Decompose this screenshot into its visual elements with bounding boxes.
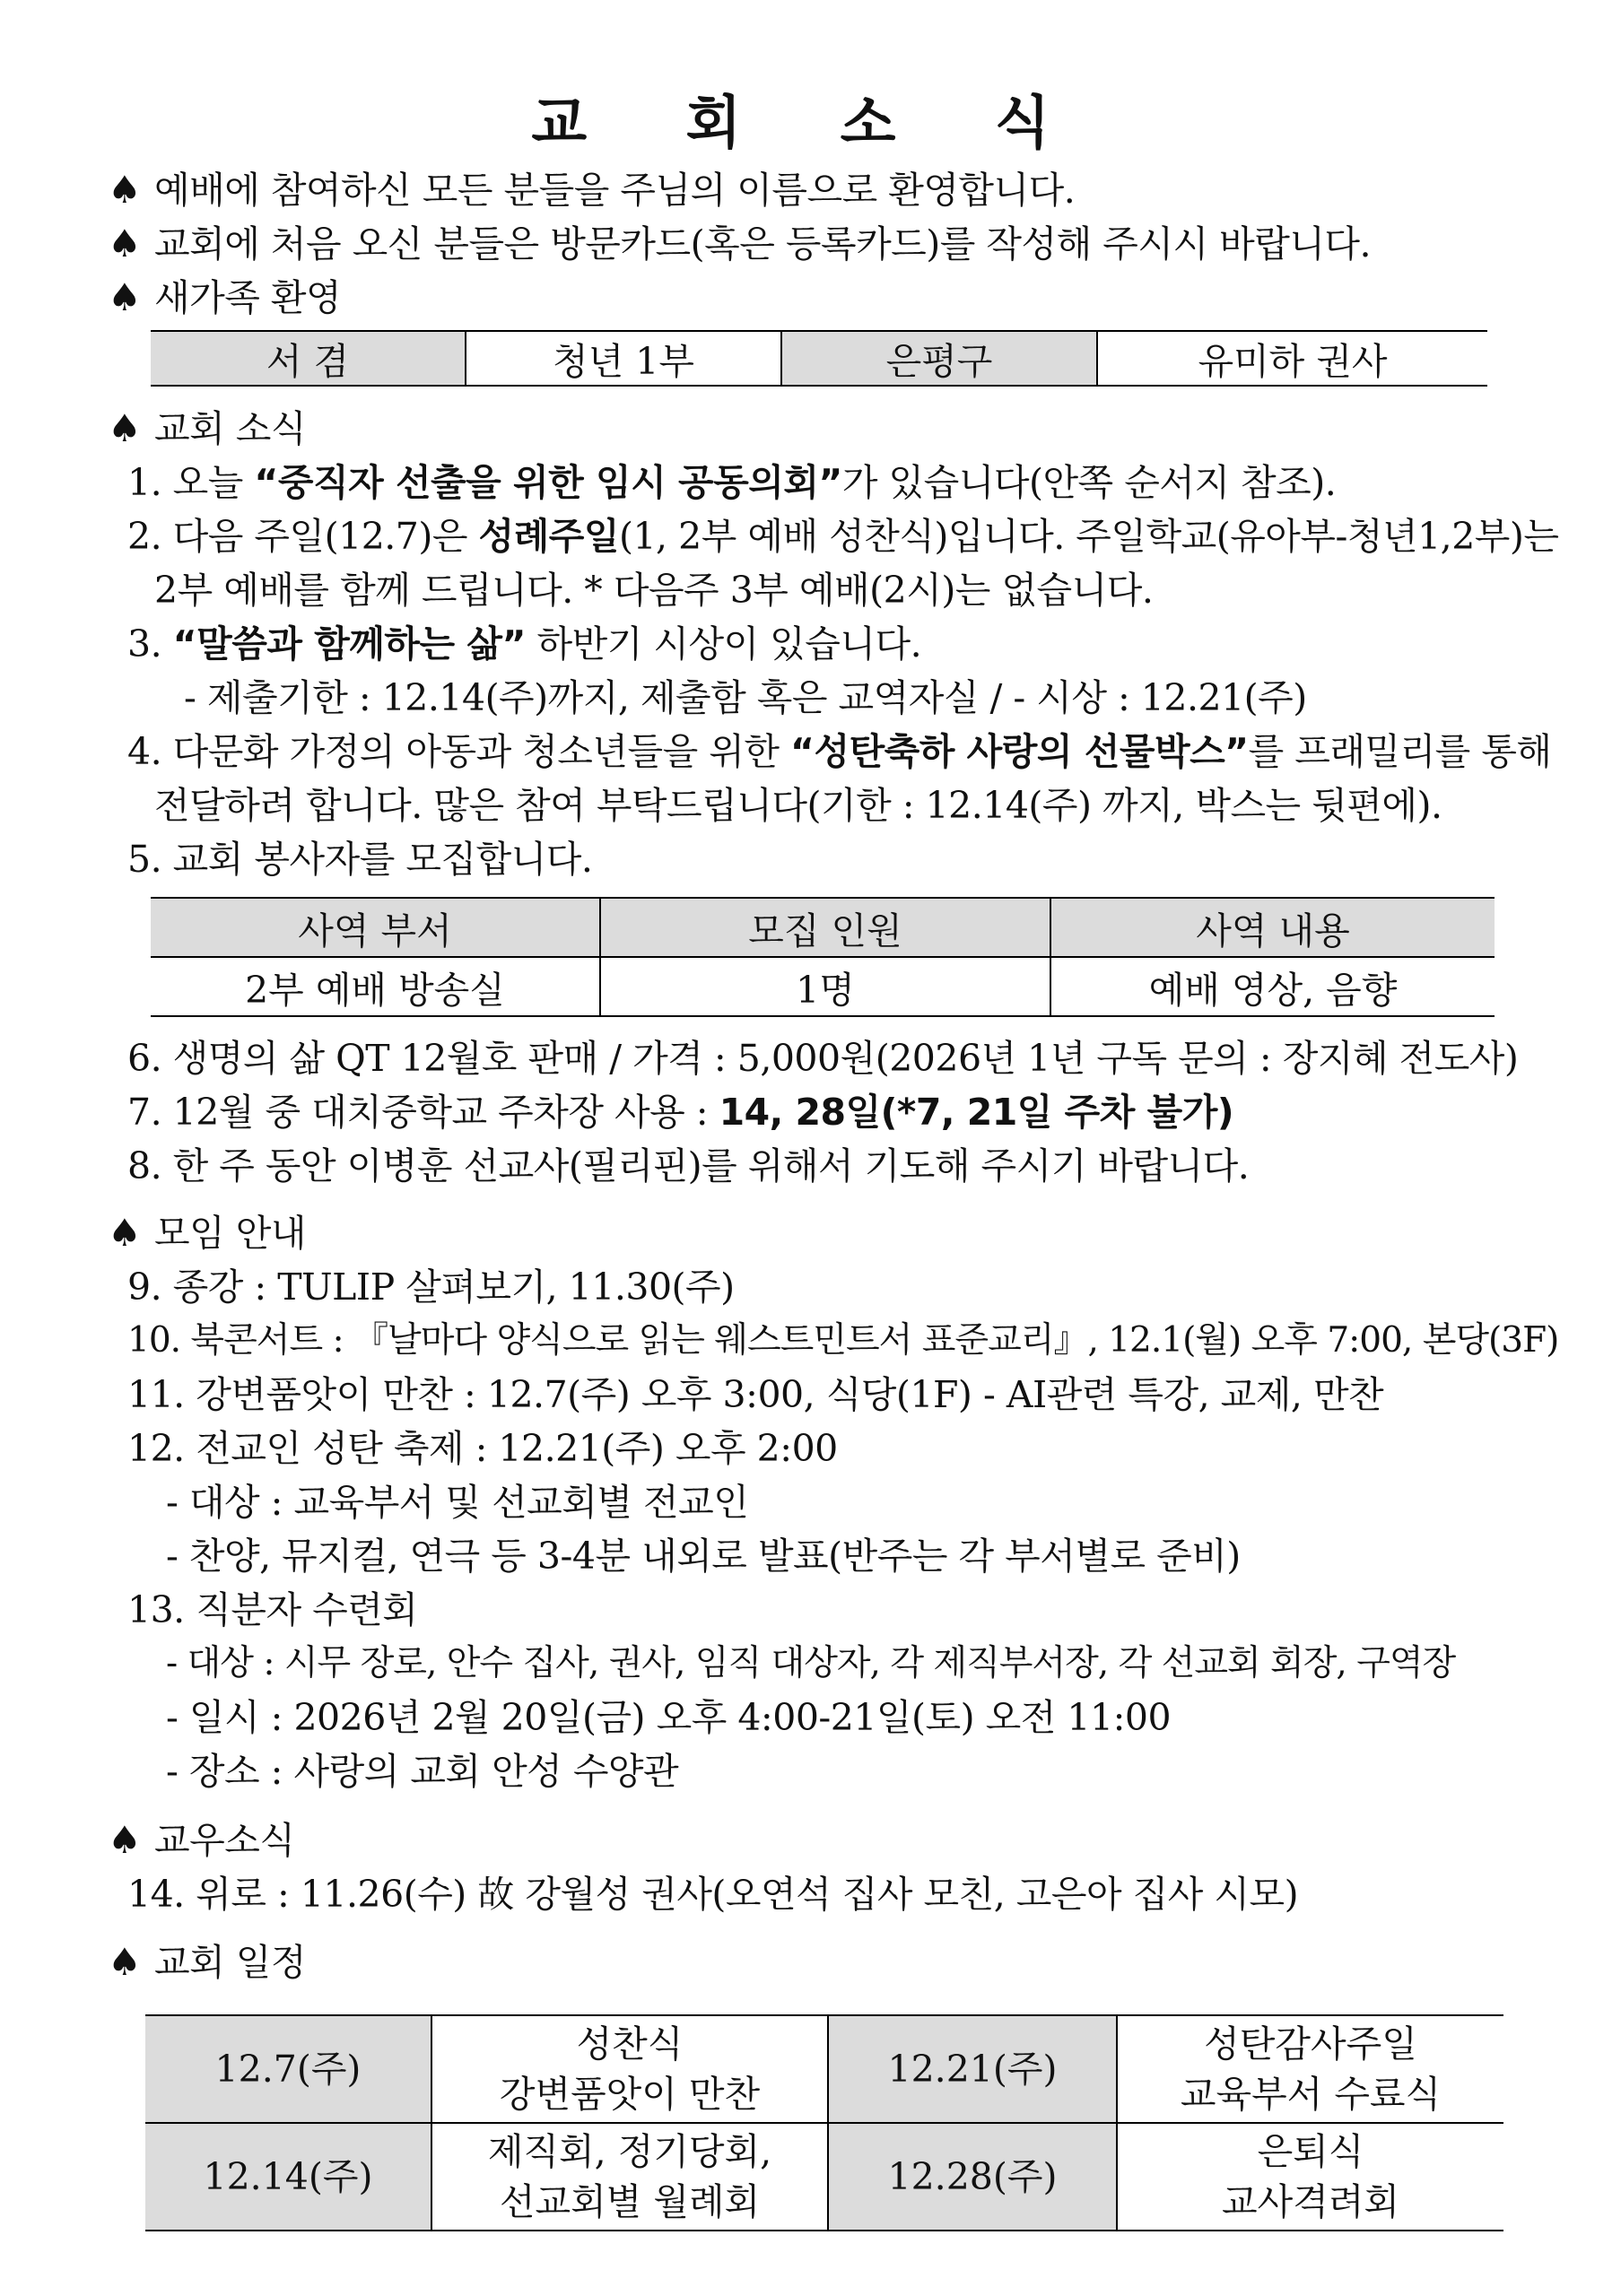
- schedule-events: 은퇴식 교사격려회: [1117, 2123, 1503, 2231]
- meeting-item-13: 13. 직분자 수련회: [127, 1588, 418, 1631]
- meeting-item-12: 12. 전교인 성탄 축제 : 12.21(주) 오후 2:00: [127, 1427, 838, 1470]
- table-header-cell: 모집 인원: [600, 898, 1050, 957]
- news-item-7: 7. 12월 중 대치중학교 주차장 사용 : 14, 28일(*7, 21일 주차 불가): [127, 1091, 1234, 1134]
- news-item-3: 3. “말씀과 함께하는 삶” 하반기 시상이 있습니다.: [127, 622, 922, 665]
- table-row: [145, 2123, 1503, 2231]
- news-item-4: 4. 다문화 가정의 아동과 청소년들을 위한 “성탄축하 사랑의 선물박스”를 프래밀리를 통해: [127, 730, 1552, 773]
- table-cell: 청년 1부: [466, 331, 781, 386]
- table-header-row: [151, 898, 1495, 957]
- meeting-item-9: 9. 종강 : TULIP 살펴보기, 11.30(주): [127, 1265, 735, 1309]
- schedule-date: 12.14(주): [145, 2123, 431, 2231]
- spade-icon: ♠: [108, 1818, 142, 1862]
- news-item-2: 2. 다음 주일(12.7)은 성례주일(1, 2부 예배 성찬식)입니다. 주일학교(유아부-청년1,2부)는: [127, 515, 1559, 558]
- schedule-table: [145, 2014, 1503, 2231]
- new-family-table: [151, 330, 1487, 387]
- spade-icon: ♠: [108, 222, 142, 265]
- schedule-events: 제직회, 정기당회, 선교회별 월례회: [431, 2123, 828, 2231]
- meetings-heading: ♠ 모임 안내: [108, 1206, 306, 1260]
- volunteer-table: [151, 897, 1495, 1017]
- spade-icon: ♠: [108, 168, 142, 212]
- news-item-5: 5. 교회 봉사자를 모집합니다.: [127, 838, 593, 881]
- news-item-3-sub: - 제출기한 : 12.14(주)까지, 제출함 혹은 교역자실 / - 시상 : 12.21(주): [184, 676, 1307, 719]
- meeting-item-10: 10. 북콘서트 : 『날마다 양식으로 읽는 웨스트민트서 표준교리』, 12.1(월) 오후 7:00, 본당(3F): [127, 1320, 1559, 1361]
- member-item-14: 14. 위로 : 11.26(수) 故 강월성 권사(오연석 집사 모친, 고은아 집사 시모): [127, 1873, 1299, 1916]
- table-cell: 유미하 권사: [1097, 331, 1487, 386]
- schedule-date: 12.28(주): [828, 2123, 1117, 2231]
- table-cell: 서 겸: [151, 331, 466, 386]
- spade-icon: ♠: [108, 1211, 142, 1255]
- members-heading: ♠ 교우소식: [108, 1813, 294, 1867]
- meeting-item-12-sub-1: - 대상 : 교육부서 및 선교회별 전교인: [166, 1481, 749, 1524]
- schedule-date: 12.7(주): [145, 2015, 431, 2123]
- meeting-item-13-sub-2: - 일시 : 2026년 2월 20일(금) 오후 4:00-21일(토) 오전 11:00: [166, 1696, 1172, 1739]
- table-cell: 2부 예배 방송실: [245, 968, 505, 1012]
- schedule-heading: ♠ 교회 일정: [108, 1935, 306, 1989]
- spade-icon: ♠: [108, 275, 142, 319]
- news-item-6: 6. 생명의 삶 QT 12월호 판매 / 가격 : 5,000원(2026년 1년 구독 문의 : 장지혜 전도사): [127, 1037, 1519, 1080]
- meeting-item-12-sub-2: - 찬양, 뮤지컬, 연극 등 3-4분 내외로 발표(반주는 각 부서별로 준비): [166, 1535, 1241, 1578]
- table-cell: 1명: [600, 957, 1050, 1016]
- news-item-4-cont: 전달하려 합니다. 많은 참여 부탁드립니다(기한 : 12.14(주) 까지, 박스는 뒷편에).: [154, 784, 1442, 827]
- table-row: [151, 957, 1495, 1016]
- table-cell: 예배 영상, 음향: [1050, 957, 1495, 1016]
- news-item-2-cont: 2부 예배를 함께 드립니다. * 다음주 3부 예배(2시)는 없습니다.: [154, 569, 1154, 612]
- spade-icon: ♠: [108, 406, 142, 450]
- news-heading: ♠ 교회 소식: [108, 402, 306, 456]
- spade-icon: ♠: [108, 1940, 142, 1984]
- schedule-date: 12.21(주): [828, 2015, 1117, 2123]
- table-header-cell: 사역 부서: [151, 898, 600, 957]
- news-item-1: 1. 오늘 “중직자 선출을 위한 임시 공동의회”가 있습니다(안쪽 순서지 참조).: [127, 461, 1337, 504]
- schedule-events: 성탄감사주일 교육부서 수료식: [1117, 2015, 1503, 2123]
- meeting-item-13-sub-1: - 대상 : 시무 장로, 안수 집사, 권사, 임직 대상자, 각 제직부서장, 각 선교회 회장, 구역장: [166, 1643, 1456, 1683]
- new-family-heading: ♠ 새가족 환영: [108, 271, 341, 325]
- table-row: [151, 331, 1487, 386]
- meeting-item-11: 11. 강변품앗이 만찬 : 12.7(주) 오후 3:00, 식당(1F) - AI관련 특강, 교제, 만찬: [127, 1373, 1384, 1416]
- welcome-line-2: ♠ 교회에 처음 오신 분들은 방문카드(혹은 등록카드)를 작성해 주시시 바랍니다.: [108, 217, 1371, 271]
- news-item-8: 8. 한 주 동안 이병훈 선교사(필리핀)를 위해서 기도해 주시기 바랍니다.: [127, 1144, 1250, 1187]
- meeting-item-13-sub-3: - 장소 : 사랑의 교회 안성 수양관: [166, 1750, 679, 1793]
- table-header-cell: 사역 내용: [1050, 898, 1495, 957]
- table-cell: 은평구: [781, 331, 1097, 386]
- page-title: 교 회 소 식: [531, 91, 1090, 157]
- schedule-events: 성찬식 강변품앗이 만찬: [431, 2015, 828, 2123]
- welcome-line-1: ♠ 예배에 참여하신 모든 분들을 주님의 이름으로 환영합니다.: [108, 163, 1075, 217]
- table-row: [145, 2015, 1503, 2123]
